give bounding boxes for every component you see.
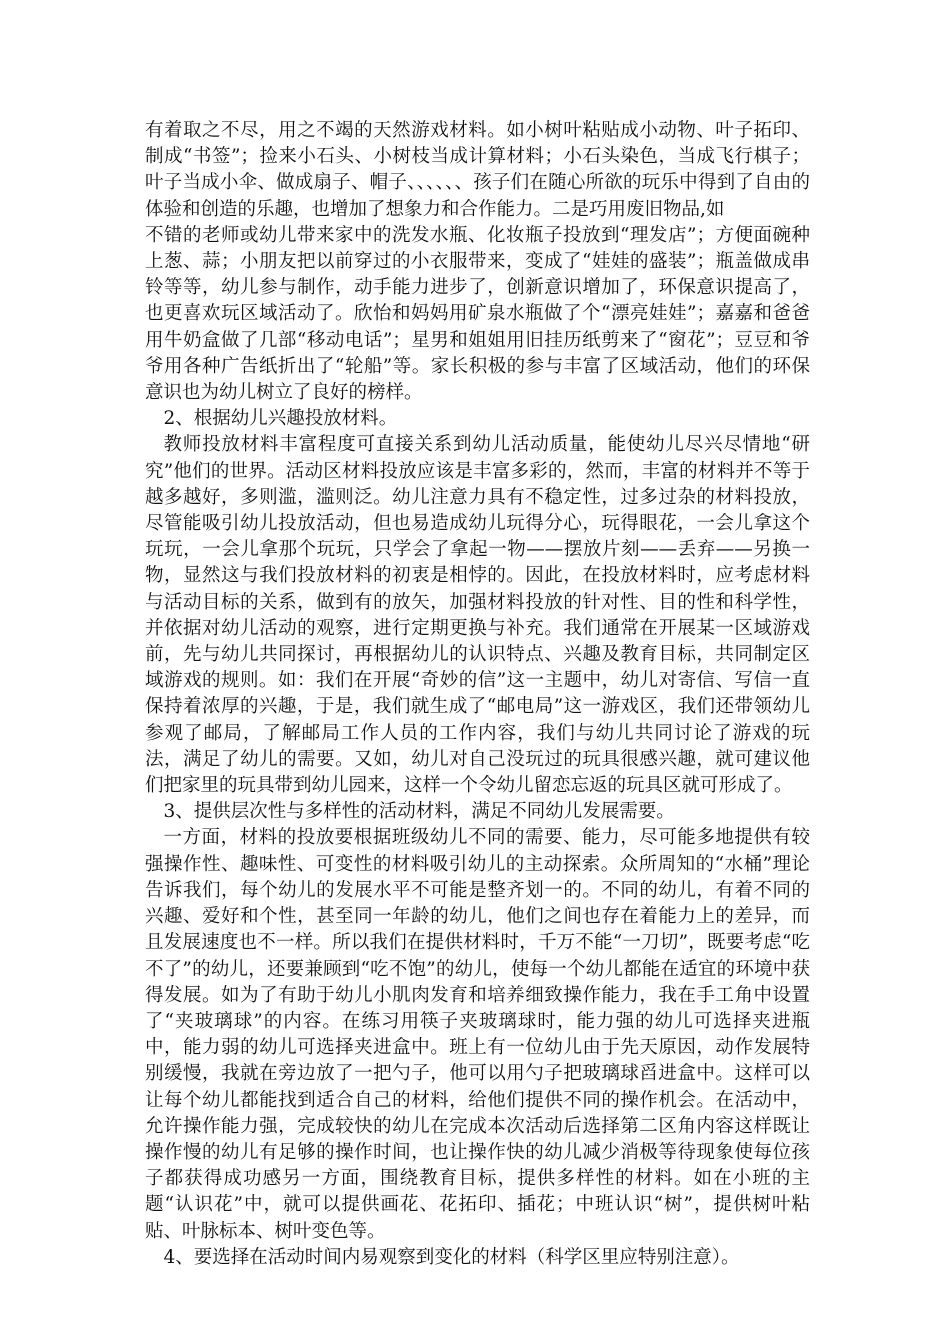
- document-page: [145, 118, 810, 1271]
- body-paragraph: 教师投放材料丰富程度可直接关系到幼儿活动质量，能使幼儿尽兴尽情地“研究”他们的世界。活动区材料投放应该是丰富多彩的，然而，丰富的材料并不等于越多越好，多则滥，滥则泛。幼儿注意力具有不稳定性，过多过杂的材料投放，尽管能吸引幼儿投放活动，但也易造成幼儿玩得分心，玩得眼花，一会儿拿这个玩玩，一会儿拿那个玩玩，只学会了拿起一物——摆放片刻——丢弃——另换一物，显然这与我们投放材料的初衷是相悖的。因此，在投放材料时，应考虑材料与活动目标的关系，做到有的放矢，加强材料投放的针对性、目的性和科学性，并依据对幼儿活动的观察，进行定期更换与补充。我们通常在开展某一区域游戏前，先与幼儿共同探讨，再根据幼儿的认识特点、兴趣及教育目标，共同制定区域游戏的规则。如：我们在开展“奇妙的信”这一主题中，幼儿对寄信、写信一直保持着浓厚的兴趣，于是，我们就生成了“邮电局”这一游戏区，我们还带领幼儿参观了邮局，了解邮局工作人员的工作内容，我们与幼儿共同讨论了游戏的玩法，满足了幼儿的需要。又如，幼儿对自己没玩过的玩具很感兴趣，就可建议他们把家里的玩具带到幼儿园来，这样一个令幼儿留恋忘返的玩具区就可形成了。: [145, 434, 810, 797]
- section-heading: 2、根据幼儿兴趣投放材料。: [163, 408, 398, 430]
- section-heading: 4、要选择在活动时间内易观察到变化的材料（科学区里应特别注意）。: [163, 1246, 740, 1268]
- body-paragraph: 不错的老师或幼儿带来家中的洗发水瓶、化妆瓶子投放到“理发店”；方便面碗种上葱、蒜；小朋友把以前穿过的小衣服带来，变成了“娃娃的盛装”；瓶盖做成串铃等等，幼儿参与制作，动手能力进步了，创新意识增加了，环保意识提高了，也更喜欢玩区域活动了。欣怡和妈妈用矿泉水瓶做了个“漂亮娃娃”；嘉嘉和爸爸用牛奶盒做了几部“移动电话”；星男和姐姐用旧挂历纸剪来了“窗花”；豆豆和爷爷用各种广告纸折出了“轮船”等。家长积极的参与丰富了区域活动，他们的环保意识也为幼儿树立了良好的榜样。: [145, 224, 810, 404]
- body-paragraph: 一方面，材料的投放要根据班级幼儿不同的需要、能力，尽可能多地提供有较强操作性、趣味性、可变性的材料吸引幼儿的主动探索。众所周知的“水桶”理论告诉我们，每个幼儿的发展水平不可能是整齐划一的。不同的幼儿，有着不同的兴趣、爱好和个性，甚至同一年龄的幼儿，他们之间也存在着能力上的差异，而且发展速度也不一样。所以我们在提供材料时，千万不能“一刀切”，既要考虑“吃不了”的幼儿，还要兼顾到“吃不饱”的幼儿，使每一个幼儿都能在适宜的环境中获得发展。如为了有助于幼儿小肌肉发育和培养细致操作能力，我在手工角中设置了“夹玻璃球”的内容。在练习用筷子夹玻璃球时，能力强的幼儿可选择夹进瓶中，能力弱的幼儿可选择夹进盒中。班上有一位幼儿由于先天原因，动作发展特别缓慢，我就在旁边放了一把勺子，他可以用勺子把玻璃球舀进盒中。这样可以让每个幼儿都能找到适合自己的材料，给他们提供不同的操作机会。在活动中，允许操作能力强，完成较快的幼儿在完成本次活动后选择第二区角内容这样既让操作慢的幼儿有足够的操作时间，也让操作快的幼儿减少消极等待现象使每位孩子都获得成功感另一方面，围绕教育目标，提供多样性的材料。如在小班的主题“认识花”中，就可以提供画花、花拓印、插花；中班认识“树”，提供树叶粘贴、叶脉标本、树叶变色等。: [145, 827, 810, 1242]
- body-paragraph: 有着取之不尽，用之不竭的天然游戏材料。如小树叶粘贴成小动物、叶子拓印、制成“书签”；捡来小石头、小树枝当成计算材料；小石头染色，当成飞行棋子；叶子当成小伞、做成扇子、帽子、、、、、、孩子们在随心所欲的玩乐中得到了自由的体验和创造的乐趣，也增加了想象力和合作能力。二是巧用废旧物品,如: [145, 120, 810, 220]
- section-heading: 3、提供层次性与多样性的活动材料，满足不同幼儿发展需要。: [163, 801, 675, 823]
